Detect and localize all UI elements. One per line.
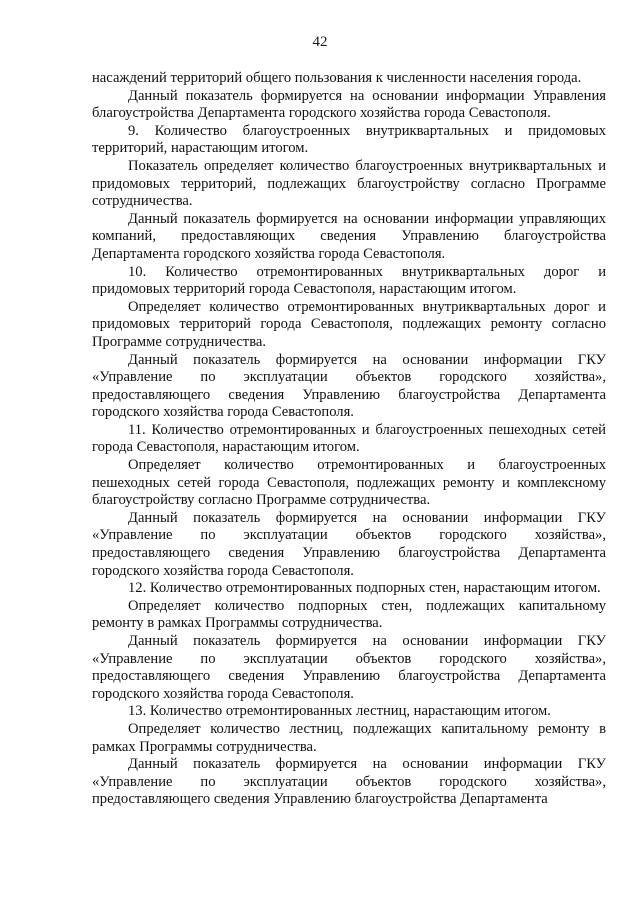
paragraph-17: Данный показатель формируется на основании информации ГКУ «Управление по эксплуатации объектов городского хозяйства», предоставляющего сведения Управлению благоустройства Департамента [92, 756, 606, 808]
paragraph-14: Данный показатель формируется на основании информации ГКУ «Управление по эксплуатации объектов городского хозяйства», предоставляющего сведения Управлению благоустройства Департамента городского хозяйства города Севастополя. [92, 633, 606, 702]
paragraph-11: Данный показатель формируется на основании информации ГКУ «Управление по эксплуатации объектов городского хозяйства», предоставляющего сведения Управлению благоустройства Департамента городского хозяйства города Севастополя. [92, 509, 606, 579]
paragraph-3-item-9-heading: 9. Количество благоустроенных внутриквартальных и придомовых территорий, нарастающим итогом. [92, 122, 606, 157]
paragraph-2: Данный показатель формируется на основании информации Управления благоустройства Департамента городского хозяйства города Севастополя. [92, 87, 606, 122]
paragraph-1: насаждений территорий общего пользования к численности населения города. [92, 70, 582, 86]
paragraph-4: Показатель определяет количество благоустроенных внутриквартальных и придомовых территорий, подлежащих благоустройству согласно Программе сотрудничества. [92, 157, 606, 210]
paragraph-6-item-10-heading: 10. Количество отремонтированных внутриквартальных дорог и придомовых территорий города Севастополя, нарастающим итогом. [92, 263, 606, 298]
paragraph-8: Данный показатель формируется на основании информации ГКУ «Управление по эксплуатации объектов городского хозяйства», предоставляющего сведения Управлению благоустройства Департамента городского хозяйства города Севастополя. [92, 351, 606, 421]
paragraph-9-item-11-heading: 11. Количество отремонтированных и благоустроенных пешеходных сетей города Севастополя, нарастающим итогом. [92, 421, 606, 456]
paragraph-7: Определяет количество отремонтированных внутриквартальных дорог и придомовых территорий города Севастополя, подлежащих ремонту согласно Программе сотрудничества. [92, 298, 606, 350]
paragraph-10: Определяет количество отремонтированных и благоустроенных пешеходных сетей города Севастополя, подлежащих ремонту и комплексному благоустройству согласно Программе сотрудничества. [92, 457, 606, 509]
document-body [92, 70, 606, 809]
paragraph-13: Определяет количество подпорных стен, подлежащих капитальному ремонту в рамках Программы сотрудничества. [92, 597, 606, 632]
paragraph-12-item-12-heading: 12. Количество отремонтированных подпорных стен, нарастающим итогом. [128, 580, 601, 597]
paragraph-15-item-13-heading: 13. Количество отремонтированных лестниц, нарастающим итогом. [128, 703, 551, 720]
page-number: 42 [312, 34, 328, 50]
paragraph-16: Определяет количество лестниц, подлежащих капитальному ремонту в рамках Программы сотрудничества. [92, 720, 606, 755]
paragraph-5: Данный показатель формируется на основании информации управляющих компаний, предоставляющих сведения Управлению благоустройства Департамента городского хозяйства города Севастополя. [92, 210, 606, 262]
